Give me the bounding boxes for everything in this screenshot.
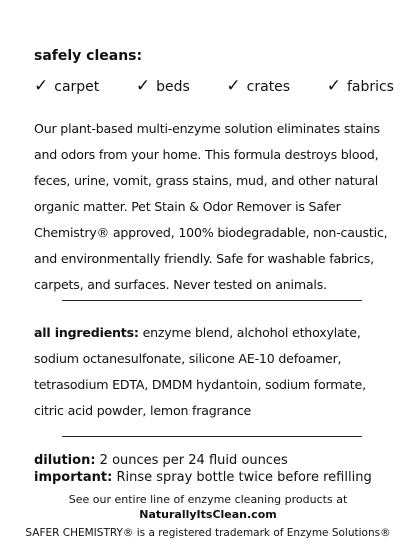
product-description: Our plant-based multi-enzyme solution eliminates stains and odors from your home. This formula destroys blood, feces, urine, vomit, grass stains, mud, and other natural organic matter. Pet Stain & Odor Remover is Safer Chemistry® approved, 100% biodegradable, non-caustic, and environmentally friendly. Safe for washable fabrics, carpets, and surfaces. Never tested on animals. — [34, 121, 388, 292]
use-item-carpet — [34, 78, 99, 95]
divider — [62, 300, 362, 301]
checkmark-icon: ✓ — [326, 76, 341, 96]
promo-text: See our entire line of enzyme cleaning products at — [68, 493, 348, 506]
dilution-text: 2 ounces per 24 fluid ounces — [95, 453, 288, 468]
important-text: Rinse spray bottle twice before refilling — [112, 470, 372, 485]
checkmark-icon: ✓ — [226, 76, 241, 96]
ingredients-section — [34, 320, 394, 424]
important-label: important: — [34, 470, 113, 485]
use-label: carpet — [54, 78, 100, 95]
use-label: crates — [246, 78, 291, 95]
use-label: fabrics — [346, 78, 394, 95]
use-item-fabrics — [327, 78, 394, 95]
website-link[interactable]: NaturallyItsClean.com — [139, 508, 277, 521]
trademark-notice: SAFER CHEMISTRY® is a registered trademark of Enzyme Solutions® — [25, 527, 391, 539]
checkmark-icon: ✓ — [34, 76, 49, 96]
uses-heading: safely cleans: — [34, 48, 143, 64]
uses-list — [34, 78, 394, 95]
dilution-line — [34, 452, 404, 469]
dilution-label: dilution: — [34, 453, 96, 468]
divider — [62, 436, 362, 437]
use-label: beds — [156, 78, 190, 95]
ingredients-label: all ingredients: — [34, 325, 139, 340]
checkmark-icon: ✓ — [135, 76, 151, 96]
use-item-crates — [226, 78, 290, 95]
important-line — [34, 469, 404, 486]
use-item-beds — [136, 78, 190, 95]
ingredients-text: enzyme blend, alchohol ethoxylate, sodium octanesulfonate, silicone AE-10 defoamer, tetrasodium EDTA, DMDM hydantoin, sodium formate, citric acid powder, lemon fragrance — [34, 325, 366, 418]
